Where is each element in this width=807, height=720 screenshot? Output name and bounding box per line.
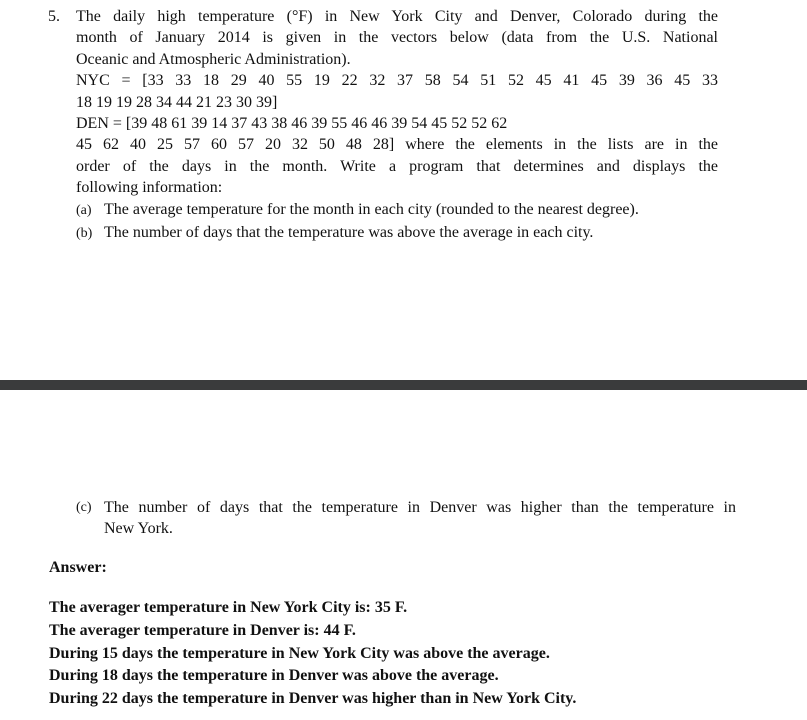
item-c-label: (c) [76,500,92,515]
problem-line-9: following information: [76,179,223,197]
den-vector-line-1: DEN = [39 48 61 39 14 37 43 38 46 39 55 46 46 39 54 45 52 52 62 [76,115,508,133]
item-b-text: The number of days that the temperature was above the average in each city. [104,223,594,241]
answer-line-den-higher: During 22 days the temperature in Denver was higher than in New York City. [49,690,577,708]
answer-line-den-average: The averager temperature in Denver is: 44 F. [49,621,356,639]
answer-line-nyc-above: During 15 days the temperature in New York City was above the average. [49,644,550,662]
item-c [76,497,736,539]
nyc-vector-line-2: 18 19 19 28 34 44 21 23 30 39] [76,93,278,111]
problem-number: 5. [48,8,60,25]
item-b [48,222,718,245]
problem-line-3: Oceanic and Atmospheric Administration). [76,50,351,68]
item-c-text-line-1: The number of days that the temperature in Denver was higher than the temperature in [104,499,736,516]
item-a-text: The average temperature for the month in each city (rounded to the nearest degree). [104,200,639,218]
item-b-label: (b) [76,225,93,241]
problem-line-1: 5. The daily high temperature (°F) in New York City and Denver, Colorado during the [48,6,718,27]
answer-list [49,597,576,711]
page-divider [0,380,807,390]
item-c-text-line-2: New York. [104,520,173,537]
nyc-vector-line-1: NYC = [33 33 18 29 40 55 19 22 32 37 58 54 51 52 45 41 45 39 36 45 33 [76,72,718,90]
answer-heading: Answer: [49,559,107,576]
item-a-label: (a) [76,202,92,218]
answer-line-nyc-average: The averager temperature in New York City is: 35 F. [49,599,408,616]
answer-line-den-above: During 18 days the temperature in Denver was above the average. [49,667,499,685]
den-vector-line-2: 45 62 40 25 57 60 57 20 32 50 48 28] where the elements in the lists are in the [76,136,718,154]
item-a [48,199,718,222]
problem-line-2: month of January 2014 is given in the vectors below (data from the U.S. National [76,29,718,47]
problem-statement [48,6,718,245]
problem-line-8: order of the days in the month. Write a program that determines and displays the [76,157,718,175]
